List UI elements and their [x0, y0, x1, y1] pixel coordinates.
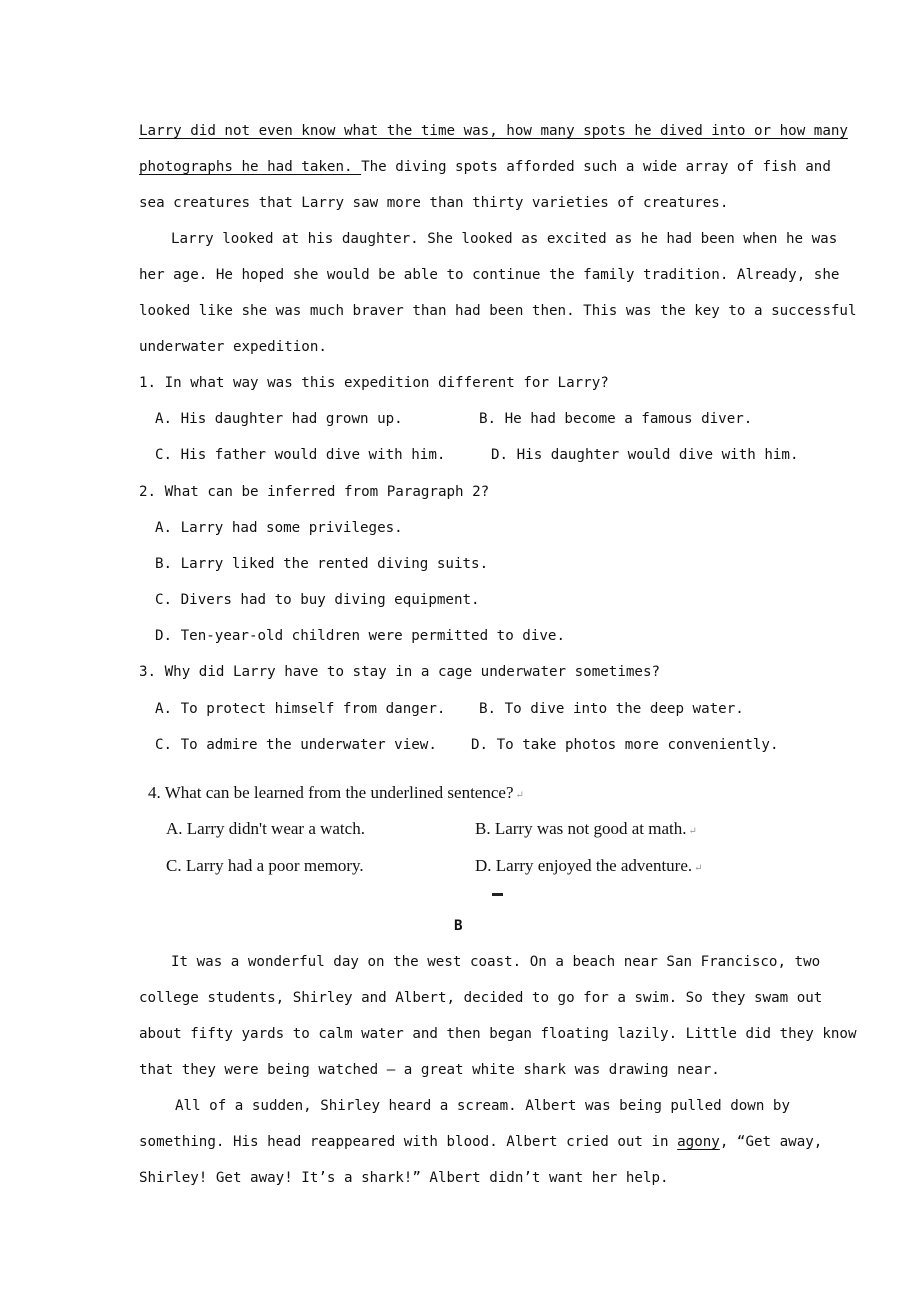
return-mark-icon: ↵	[515, 790, 524, 801]
answer-option[interactable]: D. Ten-year-old children were permitted to dive.	[155, 628, 565, 644]
question-stem: 1. In what way was this expedition different for Larry?	[139, 375, 609, 391]
answer-option[interactable]: D. To take photos more conveniently.	[471, 737, 779, 753]
passage-a-line	[139, 121, 848, 141]
passage-a-line: Larry looked at his daughter. She looked as excited as he had been when he was	[171, 231, 838, 247]
passage-b-line: It was a wonderful day on the west coast. On a beach near San Francisco, two	[171, 954, 821, 970]
passage-a-line: sea creatures that Larry saw more than thirty varieties of creatures.	[139, 195, 729, 211]
answer-option[interactable]: D. Larry enjoyed the adventure. ↵	[475, 856, 703, 875]
answer-option[interactable]: A. To protect himself from danger.	[155, 701, 446, 717]
passage-a-line: underwater expedition.	[139, 339, 327, 355]
answer-option[interactable]: D. His daughter would dive with him.	[491, 447, 799, 463]
underlined-sentence: Larry did not even know what the time was, how many spots he dived into or how many	[139, 123, 848, 139]
return-mark-icon: ↵	[694, 863, 703, 874]
answer-option[interactable]: B. He had become a famous diver.	[479, 411, 753, 427]
passage-a-line: looked like she was much braver than had been then. This was the key to a successful	[139, 303, 857, 319]
section-heading: B	[454, 918, 463, 934]
answer-option[interactable]: C. His father would dive with him.	[155, 447, 446, 463]
passage-b-line: something. His head reappeared with blood. Albert cried out in agony, “Get away,	[139, 1134, 823, 1150]
passage-b-line: Shirley! Get away! It’s a shark!” Albert didn’t want her help.	[139, 1170, 669, 1186]
answer-option[interactable]: B. Larry liked the rented diving suits.	[155, 556, 489, 572]
answer-option[interactable]: B. Larry was not good at math. ↵	[475, 819, 697, 838]
answer-option[interactable]: A. Larry had some privileges.	[155, 520, 403, 536]
passage-b-line: about fifty yards to calm water and then began floating lazily. Little did they know	[139, 1026, 857, 1042]
passage-b-line: college students, Shirley and Albert, decided to go for a swim. So they swam out	[139, 990, 823, 1006]
answer-option[interactable]: A. Larry didn't wear a watch.	[166, 819, 365, 838]
answer-option[interactable]: B. To dive into the deep water.	[479, 701, 744, 717]
answer-option[interactable]: A. His daughter had grown up.	[155, 411, 403, 427]
passage-a-line: her age. He hoped she would be able to continue the family tradition. Already, she	[139, 267, 840, 283]
passage-a-line: photographs he had taken. The diving spots afforded such a wide array of fish and	[139, 159, 831, 175]
clipped-glyph-artifact	[492, 893, 503, 896]
passage-b-line: All of a sudden, Shirley heard a scream. Albert was being pulled down by	[175, 1098, 790, 1114]
answer-option[interactable]: C. To admire the underwater view.	[155, 737, 437, 753]
answer-option[interactable]: C. Divers had to buy diving equipment.	[155, 592, 480, 608]
question-stem: 4. What can be learned from the underlined sentence? ↵	[148, 783, 524, 802]
underlined-word: agony	[677, 1134, 720, 1150]
underlined-sentence: photographs he had taken.	[139, 159, 362, 175]
return-mark-icon: ↵	[688, 826, 697, 837]
question-stem: 2. What can be inferred from Paragraph 2?	[139, 484, 490, 500]
passage-b-line: that they were being watched — a great white shark was drawing near.	[139, 1062, 720, 1078]
question-stem: 3. Why did Larry have to stay in a cage underwater sometimes?	[139, 664, 661, 680]
answer-option[interactable]: C. Larry had a poor memory.	[166, 856, 364, 875]
